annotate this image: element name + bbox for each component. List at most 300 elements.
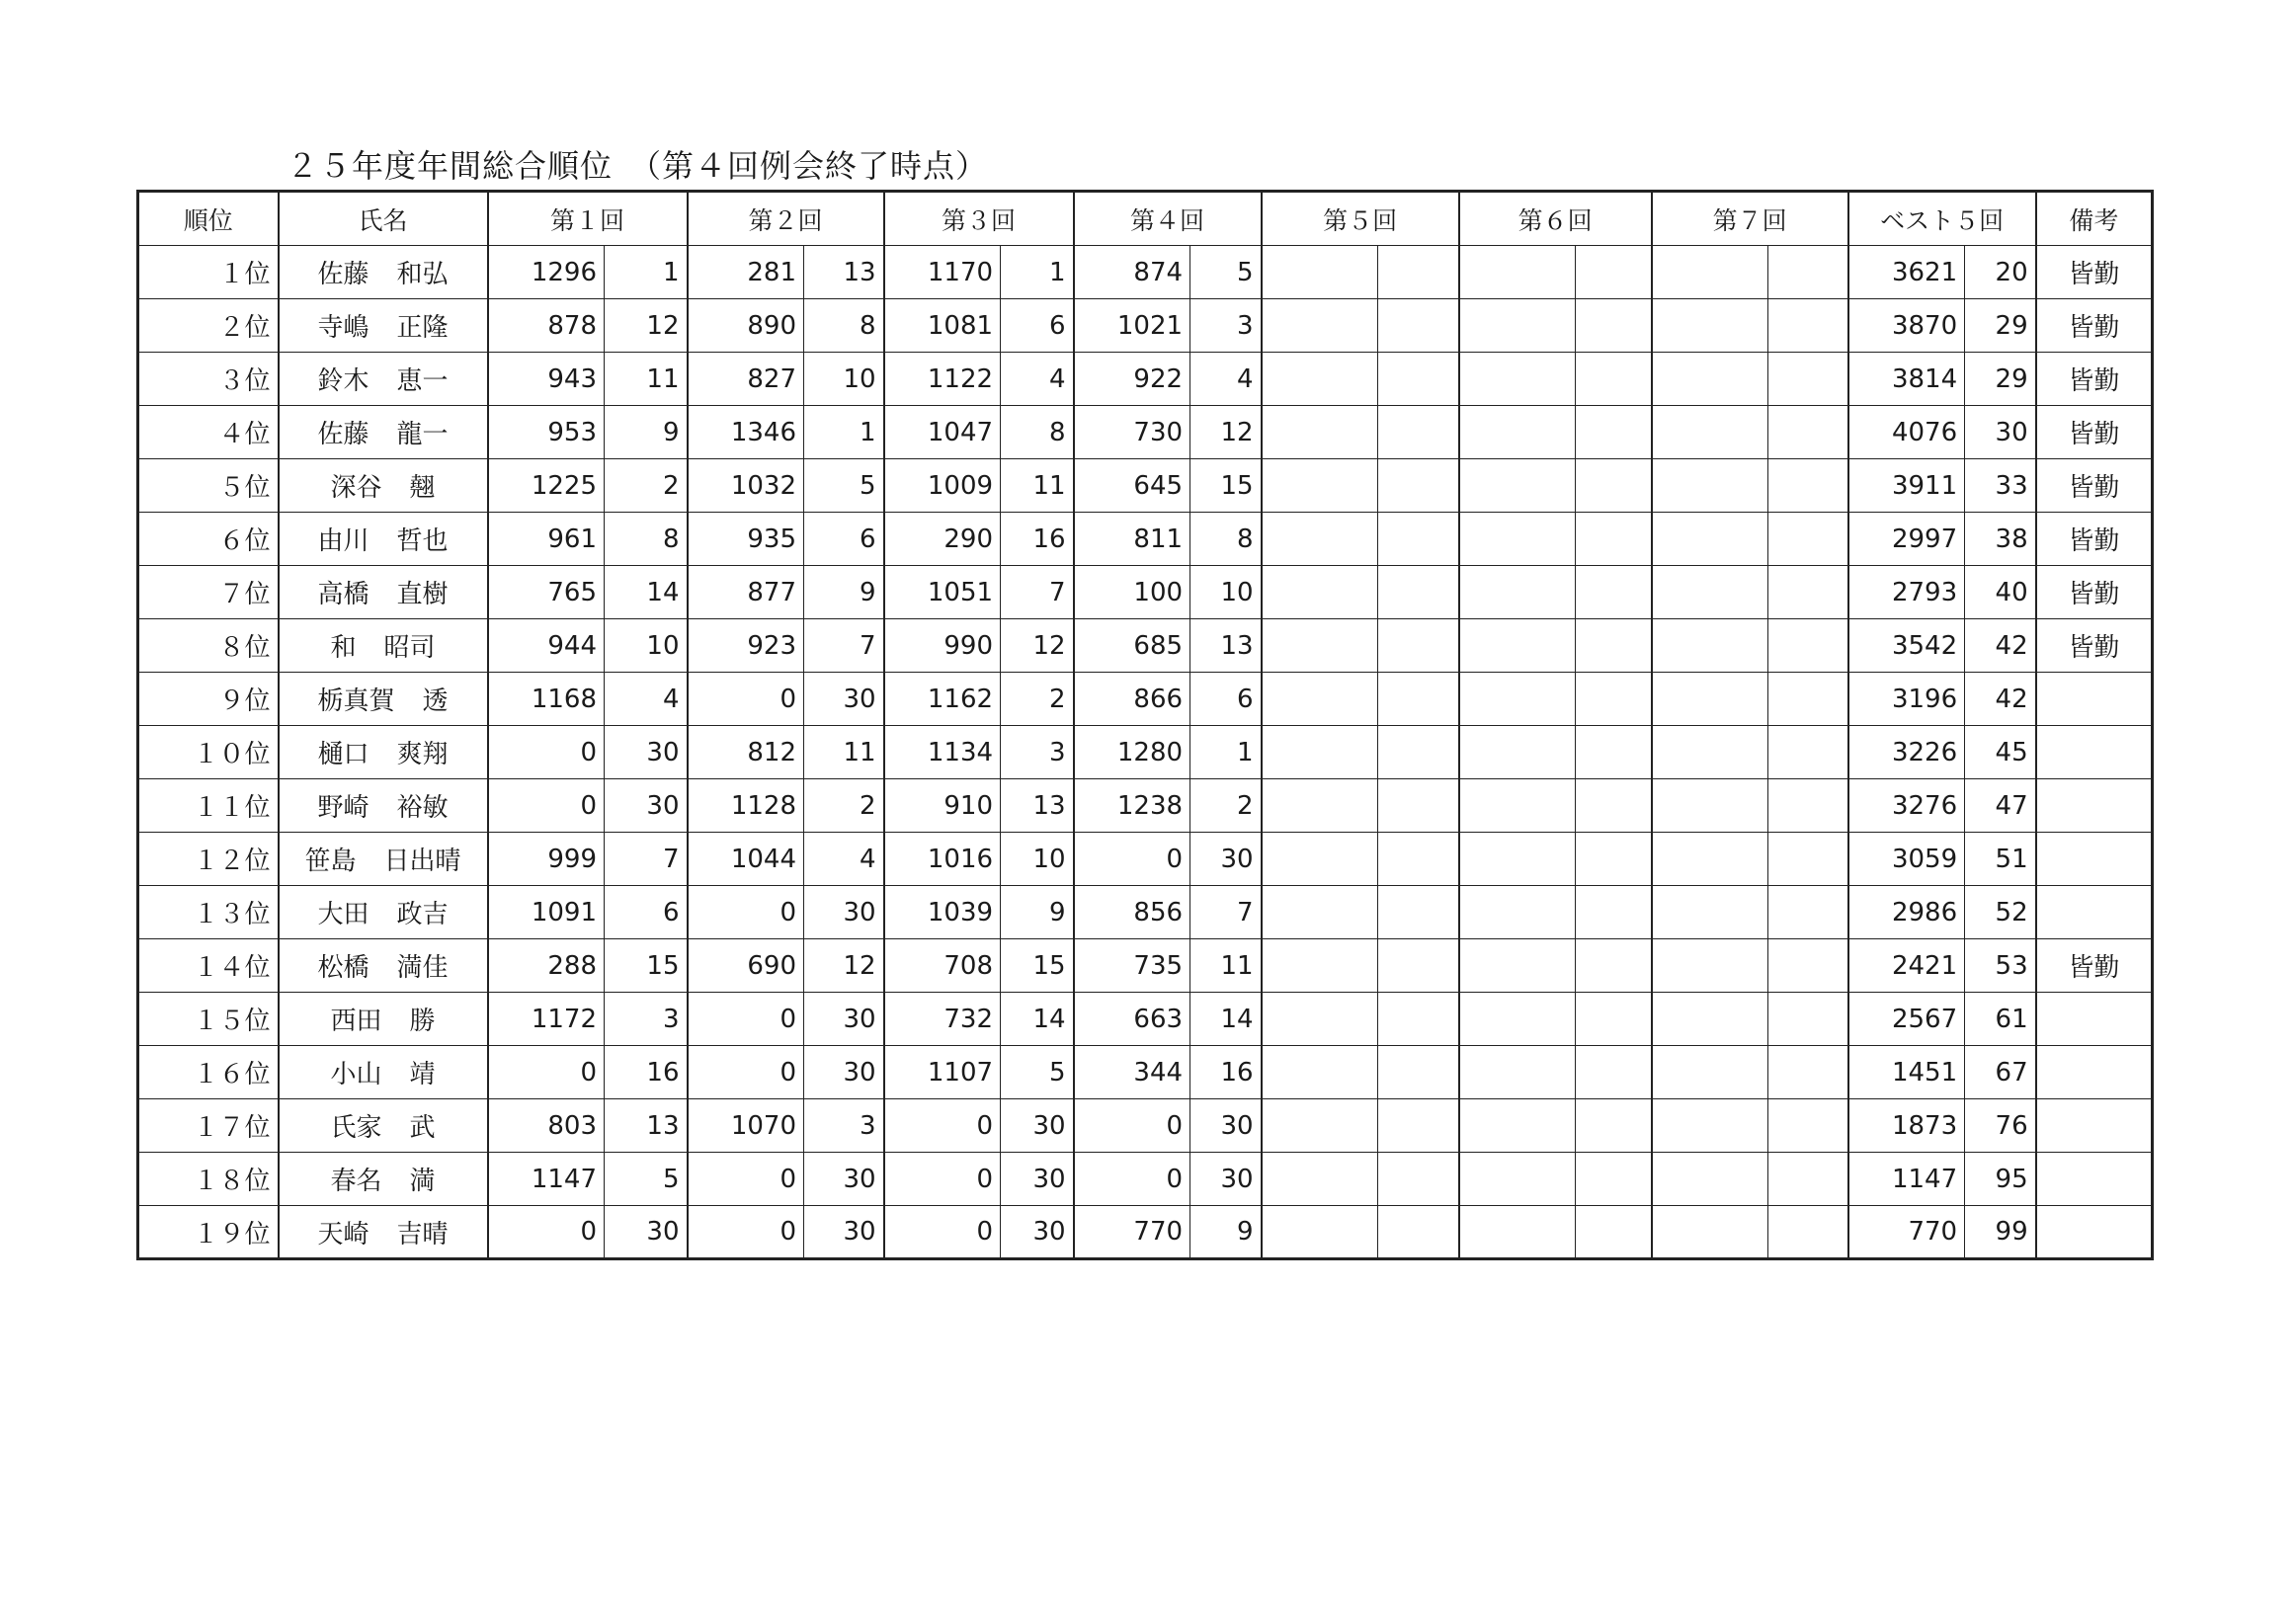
round-4-score: 856: [1074, 886, 1190, 939]
round-2-place: 6: [804, 513, 884, 566]
round-7-score: [1652, 406, 1768, 459]
round-4-place: 15: [1190, 459, 1262, 513]
round-4-place: 3: [1190, 299, 1262, 353]
name-cell: [279, 1153, 488, 1206]
note-cell: [2036, 1099, 2153, 1153]
round-3-place: 14: [1001, 993, 1074, 1046]
round-5-score: [1262, 779, 1378, 833]
round-2-place: 30: [804, 993, 884, 1046]
round-2-place: 3: [804, 1099, 884, 1153]
best5-points: 67: [1965, 1046, 2036, 1099]
header-best5: ベスト５回: [1848, 192, 2036, 246]
note-cell: [2036, 779, 2153, 833]
round-3-place: 30: [1001, 1099, 1074, 1153]
round-1-score: 803: [488, 1099, 605, 1153]
round-3-place: 5: [1001, 1046, 1074, 1099]
round-5-place: [1378, 833, 1459, 886]
round-4-place: 30: [1190, 1099, 1262, 1153]
header-rank: 順位: [138, 192, 279, 246]
best5-points: 52: [1965, 886, 2036, 939]
round-6-score: [1459, 619, 1576, 673]
best5-score: 1873: [1848, 1099, 1965, 1153]
round-6-score: [1459, 1046, 1576, 1099]
round-3-place: 16: [1001, 513, 1074, 566]
note-cell: [2036, 1206, 2153, 1259]
note-cell: [2036, 833, 2153, 886]
table-row: [138, 779, 2153, 833]
surname: 春名: [330, 1167, 382, 1196]
given-name: 満: [409, 1167, 436, 1196]
round-2-score: 0: [688, 1206, 804, 1259]
round-7-score: [1652, 993, 1768, 1046]
round-5-place: [1378, 299, 1459, 353]
round-2-score: 690: [688, 939, 804, 993]
header-round-4: 第４回: [1074, 192, 1262, 246]
round-7-score: [1652, 673, 1768, 726]
given-name: 和弘: [396, 260, 449, 289]
best5-points: 95: [1965, 1153, 2036, 1206]
round-7-place: [1768, 1153, 1848, 1206]
note-cell: 皆勤: [2036, 406, 2153, 459]
round-6-place: [1576, 619, 1652, 673]
round-5-score: [1262, 513, 1378, 566]
round-6-score: [1459, 939, 1576, 993]
rank-cell: １３位: [138, 886, 279, 939]
round-6-place: [1576, 886, 1652, 939]
round-2-place: 1: [804, 406, 884, 459]
best5-score: 3814: [1848, 353, 1965, 406]
best5-points: 29: [1965, 353, 2036, 406]
round-7-place: [1768, 353, 1848, 406]
best5-score: 770: [1848, 1206, 1965, 1259]
round-5-score: [1262, 993, 1378, 1046]
best5-points: 45: [1965, 726, 2036, 779]
round-2-score: 281: [688, 246, 804, 299]
best5-points: 42: [1965, 673, 2036, 726]
round-4-score: 1021: [1074, 299, 1190, 353]
best5-points: 99: [1965, 1206, 2036, 1259]
round-6-score: [1459, 246, 1576, 299]
best5-score: 3196: [1848, 673, 1965, 726]
name-cell: [279, 833, 488, 886]
round-3-score: 290: [884, 513, 1001, 566]
rank-cell: １１位: [138, 779, 279, 833]
surname: 西田: [330, 1007, 382, 1036]
round-6-score: [1459, 1099, 1576, 1153]
round-2-score: 1070: [688, 1099, 804, 1153]
round-4-place: 30: [1190, 1153, 1262, 1206]
rank-cell: １７位: [138, 1099, 279, 1153]
name-cell: [279, 1046, 488, 1099]
round-6-place: [1576, 1153, 1652, 1206]
round-2-score: 0: [688, 673, 804, 726]
round-6-place: [1576, 779, 1652, 833]
round-2-place: 30: [804, 1046, 884, 1099]
round-5-score: [1262, 833, 1378, 886]
header-round-5: 第５回: [1262, 192, 1459, 246]
table-row: [138, 1046, 2153, 1099]
rank-cell: １９位: [138, 1206, 279, 1259]
round-5-place: [1378, 619, 1459, 673]
table-row: [138, 566, 2153, 619]
round-3-score: 1047: [884, 406, 1001, 459]
given-name: 龍一: [396, 420, 449, 449]
surname: 氏家: [330, 1113, 382, 1143]
rank-cell: ２位: [138, 299, 279, 353]
round-6-score: [1459, 833, 1576, 886]
round-3-place: 30: [1001, 1153, 1074, 1206]
round-4-place: 7: [1190, 886, 1262, 939]
round-5-score: [1262, 673, 1378, 726]
given-name: 政吉: [396, 900, 449, 929]
best5-points: 33: [1965, 459, 2036, 513]
round-7-place: [1768, 673, 1848, 726]
round-5-score: [1262, 1206, 1378, 1259]
surname: 樋口: [317, 740, 369, 769]
table-row: [138, 833, 2153, 886]
surname: 天崎: [317, 1219, 369, 1249]
note-cell: 皆勤: [2036, 353, 2153, 406]
round-1-score: 961: [488, 513, 605, 566]
round-6-score: [1459, 886, 1576, 939]
round-1-place: 5: [605, 1153, 688, 1206]
round-4-score: 922: [1074, 353, 1190, 406]
round-1-place: 10: [605, 619, 688, 673]
round-5-place: [1378, 1153, 1459, 1206]
rank-cell: １４位: [138, 939, 279, 993]
round-6-score: [1459, 779, 1576, 833]
table-row: [138, 299, 2153, 353]
round-7-score: [1652, 513, 1768, 566]
round-3-place: 2: [1001, 673, 1074, 726]
round-4-score: 344: [1074, 1046, 1190, 1099]
table-row: [138, 619, 2153, 673]
round-4-place: 9: [1190, 1206, 1262, 1259]
best5-score: 3621: [1848, 246, 1965, 299]
round-1-score: 944: [488, 619, 605, 673]
round-6-place: [1576, 246, 1652, 299]
surname: 深谷: [330, 473, 382, 503]
round-5-place: [1378, 1099, 1459, 1153]
round-4-place: 14: [1190, 993, 1262, 1046]
name-cell: [279, 673, 488, 726]
note-cell: 皆勤: [2036, 619, 2153, 673]
round-2-score: 0: [688, 1153, 804, 1206]
round-5-place: [1378, 726, 1459, 779]
header-round-6: 第６回: [1459, 192, 1652, 246]
header-round-7: 第７回: [1652, 192, 1848, 246]
note-cell: 皆勤: [2036, 299, 2153, 353]
round-5-place: [1378, 246, 1459, 299]
best5-score: 3226: [1848, 726, 1965, 779]
round-2-score: 812: [688, 726, 804, 779]
given-name: 裕敏: [396, 793, 449, 823]
round-7-place: [1768, 939, 1848, 993]
round-4-score: 730: [1074, 406, 1190, 459]
round-1-score: 765: [488, 566, 605, 619]
round-2-score: 1128: [688, 779, 804, 833]
table-row: [138, 1153, 2153, 1206]
round-3-score: 1122: [884, 353, 1001, 406]
table-row: [138, 886, 2153, 939]
round-7-score: [1652, 726, 1768, 779]
surname: 佐藤: [317, 420, 369, 449]
rank-cell: １５位: [138, 993, 279, 1046]
round-3-score: 910: [884, 779, 1001, 833]
name-cell: [279, 353, 488, 406]
round-4-score: 685: [1074, 619, 1190, 673]
round-7-score: [1652, 1206, 1768, 1259]
note-cell: [2036, 726, 2153, 779]
rank-cell: ８位: [138, 619, 279, 673]
round-6-score: [1459, 406, 1576, 459]
given-name: 爽翔: [396, 740, 449, 769]
given-name: 靖: [409, 1060, 436, 1089]
round-2-score: 877: [688, 566, 804, 619]
given-name: 透: [422, 686, 449, 716]
round-5-place: [1378, 779, 1459, 833]
surname: 野崎: [317, 793, 369, 823]
round-7-place: [1768, 406, 1848, 459]
round-6-score: [1459, 566, 1576, 619]
round-5-score: [1262, 886, 1378, 939]
round-1-score: 0: [488, 779, 605, 833]
round-2-score: 923: [688, 619, 804, 673]
round-4-score: 0: [1074, 833, 1190, 886]
round-7-place: [1768, 779, 1848, 833]
ranking-table: [136, 190, 2154, 1260]
round-2-place: 9: [804, 566, 884, 619]
best5-score: 1451: [1848, 1046, 1965, 1099]
given-name: 吉晴: [396, 1219, 449, 1249]
round-2-place: 13: [804, 246, 884, 299]
header-name: 氏名: [279, 192, 488, 246]
round-6-place: [1576, 513, 1652, 566]
round-2-place: 8: [804, 299, 884, 353]
name-cell: [279, 886, 488, 939]
name-cell: [279, 246, 488, 299]
header-row: [138, 192, 2153, 246]
table-row: [138, 246, 2153, 299]
round-1-place: 1: [605, 246, 688, 299]
round-2-place: 11: [804, 726, 884, 779]
given-name: 直樹: [396, 580, 449, 609]
name-cell: [279, 779, 488, 833]
round-4-score: 811: [1074, 513, 1190, 566]
round-2-place: 2: [804, 779, 884, 833]
round-4-score: 0: [1074, 1153, 1190, 1206]
surname: 高橋: [317, 580, 369, 609]
round-3-place: 11: [1001, 459, 1074, 513]
round-4-score: 1280: [1074, 726, 1190, 779]
round-7-score: [1652, 1099, 1768, 1153]
best5-points: 47: [1965, 779, 2036, 833]
surname: 和: [330, 633, 357, 663]
best5-points: 38: [1965, 513, 2036, 566]
name-cell: [279, 406, 488, 459]
round-4-place: 8: [1190, 513, 1262, 566]
round-5-place: [1378, 566, 1459, 619]
header-round-2: 第２回: [688, 192, 884, 246]
round-1-place: 7: [605, 833, 688, 886]
round-7-score: [1652, 299, 1768, 353]
name-cell: [279, 726, 488, 779]
given-name: 満佳: [396, 953, 449, 983]
round-3-score: 1016: [884, 833, 1001, 886]
name-cell: [279, 1206, 488, 1259]
best5-score: 4076: [1848, 406, 1965, 459]
round-1-score: 0: [488, 1046, 605, 1099]
surname: 佐藤: [317, 260, 369, 289]
round-3-place: 7: [1001, 566, 1074, 619]
round-4-score: 645: [1074, 459, 1190, 513]
round-3-score: 1170: [884, 246, 1001, 299]
best5-points: 30: [1965, 406, 2036, 459]
round-3-score: 1107: [884, 1046, 1001, 1099]
best5-points: 40: [1965, 566, 2036, 619]
name-cell: [279, 939, 488, 993]
round-1-place: 14: [605, 566, 688, 619]
best5-score: 3276: [1848, 779, 1965, 833]
name-cell: [279, 1099, 488, 1153]
round-7-score: [1652, 459, 1768, 513]
round-4-score: 866: [1074, 673, 1190, 726]
note-cell: [2036, 1046, 2153, 1099]
round-1-score: 878: [488, 299, 605, 353]
table-row: [138, 406, 2153, 459]
round-2-score: 935: [688, 513, 804, 566]
rank-cell: １２位: [138, 833, 279, 886]
best5-points: 29: [1965, 299, 2036, 353]
given-name: 恵一: [396, 366, 449, 396]
given-name: 哲也: [396, 526, 449, 556]
round-6-place: [1576, 673, 1652, 726]
surname: 松橋: [317, 953, 369, 983]
surname: 鈴木: [317, 366, 369, 396]
round-1-score: 288: [488, 939, 605, 993]
rank-cell: １０位: [138, 726, 279, 779]
best5-score: 2793: [1848, 566, 1965, 619]
rank-cell: ７位: [138, 566, 279, 619]
round-6-place: [1576, 1046, 1652, 1099]
note-cell: 皆勤: [2036, 513, 2153, 566]
round-3-score: 1051: [884, 566, 1001, 619]
round-1-place: 2: [605, 459, 688, 513]
round-3-score: 1081: [884, 299, 1001, 353]
round-6-place: [1576, 406, 1652, 459]
round-2-score: 890: [688, 299, 804, 353]
round-2-score: 827: [688, 353, 804, 406]
round-7-place: [1768, 566, 1848, 619]
round-1-place: 12: [605, 299, 688, 353]
name-cell: [279, 993, 488, 1046]
round-2-score: 1044: [688, 833, 804, 886]
name-cell: [279, 566, 488, 619]
page-title: ２５年度年間総合順位 （第４回例会終了時点）: [287, 147, 989, 185]
round-1-score: 943: [488, 353, 605, 406]
round-4-place: 4: [1190, 353, 1262, 406]
round-3-place: 3: [1001, 726, 1074, 779]
surname: 栃真賀: [317, 686, 395, 716]
best5-points: 42: [1965, 619, 2036, 673]
round-6-score: [1459, 993, 1576, 1046]
round-1-place: 6: [605, 886, 688, 939]
surname: 由川: [317, 526, 369, 556]
table-row: [138, 939, 2153, 993]
round-5-score: [1262, 566, 1378, 619]
round-5-score: [1262, 406, 1378, 459]
note-cell: [2036, 1153, 2153, 1206]
round-5-place: [1378, 353, 1459, 406]
round-7-place: [1768, 993, 1848, 1046]
round-7-place: [1768, 1206, 1848, 1259]
round-5-place: [1378, 1206, 1459, 1259]
round-5-score: [1262, 459, 1378, 513]
round-6-score: [1459, 353, 1576, 406]
best5-score: 2986: [1848, 886, 1965, 939]
round-2-place: 30: [804, 1206, 884, 1259]
round-4-place: 13: [1190, 619, 1262, 673]
best5-score: 2421: [1848, 939, 1965, 993]
best5-score: 1147: [1848, 1153, 1965, 1206]
round-1-place: 15: [605, 939, 688, 993]
round-2-place: 30: [804, 1153, 884, 1206]
round-1-place: 8: [605, 513, 688, 566]
table-row: [138, 1099, 2153, 1153]
rank-cell: １６位: [138, 1046, 279, 1099]
round-4-place: 11: [1190, 939, 1262, 993]
best5-score: 3911: [1848, 459, 1965, 513]
best5-points: 76: [1965, 1099, 2036, 1153]
round-3-score: 732: [884, 993, 1001, 1046]
surname: 大田: [317, 900, 369, 929]
best5-score: 2997: [1848, 513, 1965, 566]
round-5-score: [1262, 1153, 1378, 1206]
round-2-place: 4: [804, 833, 884, 886]
round-4-score: 874: [1074, 246, 1190, 299]
round-6-score: [1459, 459, 1576, 513]
round-5-score: [1262, 619, 1378, 673]
round-1-score: 0: [488, 1206, 605, 1259]
given-name: 武: [409, 1113, 436, 1143]
round-6-place: [1576, 459, 1652, 513]
given-name: 昭司: [383, 633, 436, 663]
round-1-score: 1168: [488, 673, 605, 726]
round-2-score: 0: [688, 886, 804, 939]
round-1-score: 1147: [488, 1153, 605, 1206]
surname: 笹島: [304, 846, 357, 876]
table-row: [138, 726, 2153, 779]
best5-points: 20: [1965, 246, 2036, 299]
table-row: [138, 673, 2153, 726]
round-6-place: [1576, 726, 1652, 779]
given-name: 日出晴: [383, 846, 461, 876]
best5-score: 2567: [1848, 993, 1965, 1046]
name-cell: [279, 619, 488, 673]
round-1-score: 953: [488, 406, 605, 459]
round-5-place: [1378, 406, 1459, 459]
round-6-place: [1576, 566, 1652, 619]
round-1-score: 1091: [488, 886, 605, 939]
rank-cell: ６位: [138, 513, 279, 566]
given-name: 翹: [409, 473, 436, 503]
name-cell: [279, 459, 488, 513]
best5-points: 53: [1965, 939, 2036, 993]
round-5-place: [1378, 513, 1459, 566]
best5-score: 3059: [1848, 833, 1965, 886]
round-7-place: [1768, 513, 1848, 566]
table-row: [138, 513, 2153, 566]
